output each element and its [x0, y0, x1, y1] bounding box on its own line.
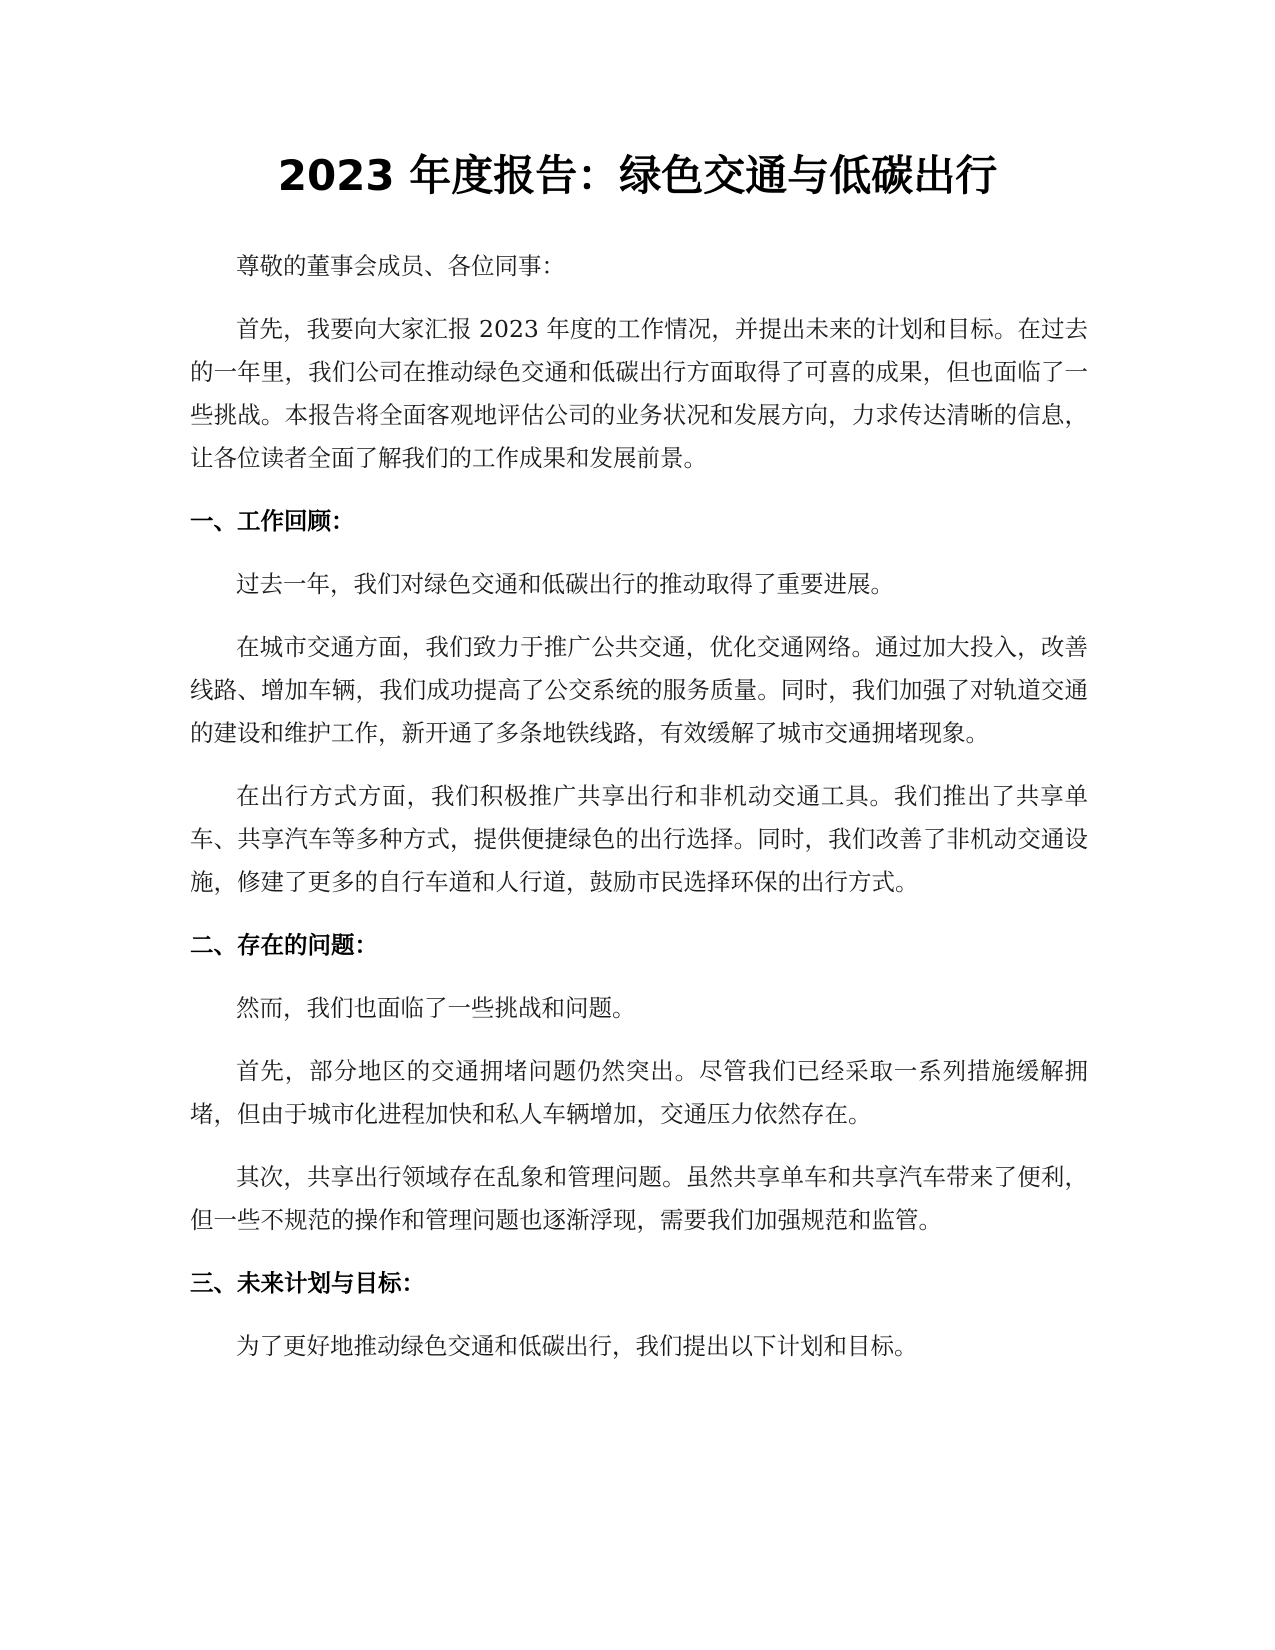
- plans-paragraph-1: 为了更好地推动绿色交通和低碳出行，我们提出以下计划和目标。: [236, 1332, 918, 1360]
- review-paragraph-2: 在城市交通方面，我们致力于推广公共交通，优化交通网络。通过加大投入，改善线路、增加车辆，我们成功提高了公交系统的服务质量。同时，我们加强了对轨道交通的建设和维护工作，新开通了多条地铁线路，有效缓解了城市交通拥堵现象。: [190, 633, 1088, 747]
- intro-paragraph: 首先，我要向大家汇报 2023 年度的工作情况，并提出未来的计划和目标。在过去的一年里，我们公司在推动绿色交通和低碳出行方面取得了可喜的成果，但也面临了一些挑战。本报告将全面客观地评估公司的业务状况和发展方向，力求传达清晰的信息，让各位读者全面了解我们的工作成果和发展前景。: [190, 315, 1088, 472]
- document-title: 2023 年度报告：绿色交通与低碳出行: [277, 151, 998, 200]
- problems-paragraph-1: 然而，我们也面临了一些挑战和问题。: [236, 994, 636, 1022]
- section-heading-problems: 二、存在的问题：: [190, 931, 378, 959]
- review-paragraph-1: 过去一年，我们对绿色交通和低碳出行的推动取得了重要进展。: [236, 570, 894, 598]
- problems-paragraph-2: 首先，部分地区的交通拥堵问题仍然突出。尽管我们已经采取一系列措施缓解拥堵，但由于城市化进程加快和私人车辆增加，交通压力依然存在。: [190, 1057, 1088, 1128]
- greeting-paragraph: 尊敬的董事会成员、各位同事：: [236, 252, 565, 280]
- document-body: [190, 245, 1088, 1388]
- section-heading-review: 一、工作回顾：: [190, 507, 355, 535]
- section-heading-plans: 三、未来计划与目标：: [190, 1269, 425, 1297]
- review-paragraph-3: 在出行方式方面，我们积极推广共享出行和非机动交通工具。我们推出了共享单车、共享汽车等多种方式，提供便捷绿色的出行选择。同时，我们改善了非机动交通设施，修建了更多的自行车道和人行道，鼓励市民选择环保的出行方式。: [190, 782, 1088, 896]
- problems-paragraph-3: 其次，共享出行领域存在乱象和管理问题。虽然共享单车和共享汽车带来了便利，但一些不规范的操作和管理问题也逐渐浮现，需要我们加强规范和监管。: [190, 1163, 1088, 1234]
